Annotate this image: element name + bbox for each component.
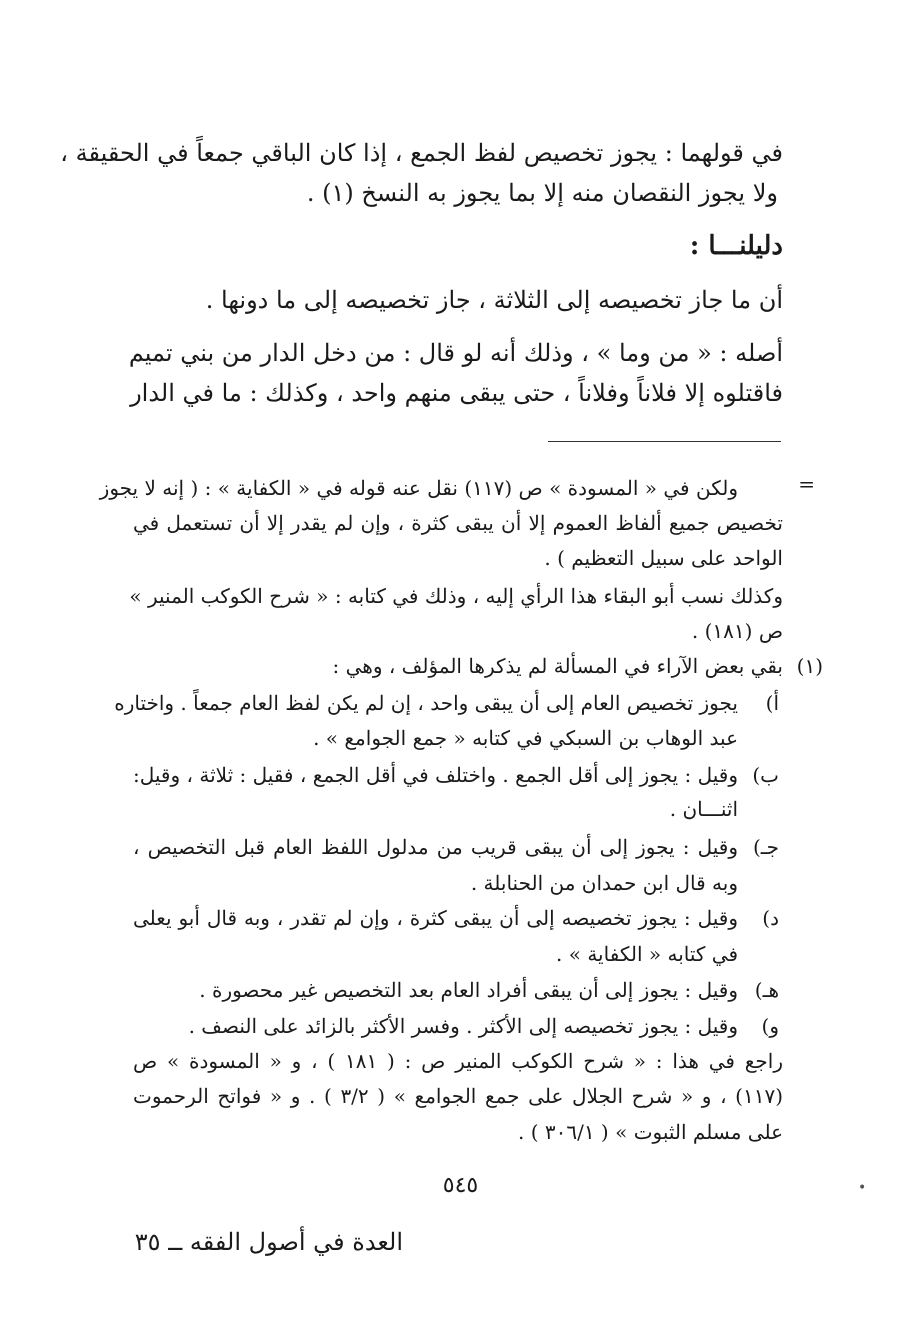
item-marker: جـ) xyxy=(752,835,779,859)
body-line-4: أصله : « من وما » ، وذلك أنه لو قال : من دخل الدار من بني تميم xyxy=(128,339,783,367)
references-line: (١١٧) ، و « شرح الجلال على جمع الجوامع » ( ٣/٢ ) . و « فواتح الرحموت xyxy=(133,1084,783,1108)
item-line: اثنـــان . xyxy=(669,797,738,821)
footnote-1-marker: (١) xyxy=(796,654,823,678)
running-footer: العدة في أصول الفقه ــ ٣٥ xyxy=(134,1228,403,1256)
item-marker: و) xyxy=(761,1014,779,1038)
footnote-cont-line: ولكن في « المسودة » ص (١١٧) نقل عنه قوله في « الكفاية » : ( إنه لا يجوز xyxy=(99,476,738,500)
footnote-cont-line: الواحد على سبيل التعظيم ) . xyxy=(544,546,783,570)
scan-mark: • xyxy=(858,1180,867,1196)
continuation-marker: = xyxy=(798,472,815,496)
body-line-1: في قولهما : يجوز تخصيص لفظ الجمع ، إذا كان الباقي جمعاً في الحقيقة ، xyxy=(60,139,783,167)
item-line: وقيل : يجوز إلى أن يبقى قريب من مدلول اللفظ العام قبل التخصيص ، xyxy=(133,835,738,859)
item-line: وقيل : يجوز إلى أن يبقى أفراد العام بعد التخصيص غير محصورة . xyxy=(199,978,738,1002)
body-line-3: أن ما جاز تخصيصه إلى الثلاثة ، جاز تخصيصه إلى ما دونها . xyxy=(205,286,783,314)
item-marker: أ) xyxy=(765,691,779,715)
footnote-1-intro: بقي بعض الآراء في المسألة لم يذكرها المؤلف ، وهي : xyxy=(332,654,783,678)
footnote-cont-line: تخصيص جميع ألفاظ العموم إلا أن يبقى كثرة ، وإن لم يقدر إلا أن تستعمل في xyxy=(133,511,783,535)
item-line: وقيل : يجوز تخصيصه إلى الأكثر . وفسر الأكثر بالزائد على النصف . xyxy=(188,1014,738,1038)
item-line: في كتابه « الكفاية » . xyxy=(556,942,738,966)
body-line-5: فاقتلوه إلا فلاناً وفلاناً ، حتى يبقى منهم واحد ، وكذلك : ما في الدار xyxy=(130,379,783,407)
item-marker: هـ) xyxy=(754,978,779,1002)
body-line-2: ولا يجوز النقصان منه إلا بما يجوز به النسخ (١) . xyxy=(306,179,778,207)
references-line: على مسلم الثبوت » ( ٣٠٦/١ ) . xyxy=(517,1120,783,1144)
footnote-cont-line: ص (١٨١) . xyxy=(691,619,783,643)
item-line: وقيل : يجوز إلى أقل الجمع . واختلف في أقل الجمع ، فقيل : ثلاثة ، وقيل: xyxy=(133,763,738,787)
footnote-cont-line: وكذلك نسب أبو البقاء هذا الرأي إليه ، وذلك في كتابه : « شرح الكوكب المنير » xyxy=(129,584,783,608)
item-line: وقيل : يجوز تخصيصه إلى أن يبقى كثرة ، وإن لم تقدر ، وبه قال أبو يعلى xyxy=(133,906,738,930)
item-line: يجوز تخصيص العام إلى أن يبقى واحد ، إن لم يكن لفظ العام جمعاً . واختاره xyxy=(114,691,738,715)
item-line: عبد الوهاب بن السبكي في كتابه « جمع الجوامع » . xyxy=(313,726,738,750)
item-marker: د) xyxy=(762,906,779,930)
section-heading: دليلنـــا : xyxy=(689,231,783,261)
item-marker: ب) xyxy=(752,763,779,787)
footnote-separator xyxy=(548,441,781,442)
page-number: ٥٤٥ xyxy=(442,1173,479,1198)
references-line: راجع في هذا : « شرح الكوكب المنير ص : ( ١٨١ ) ، و « المسودة » ص xyxy=(133,1049,784,1073)
item-line: وبه قال ابن حمدان من الحنابلة . xyxy=(470,871,738,895)
